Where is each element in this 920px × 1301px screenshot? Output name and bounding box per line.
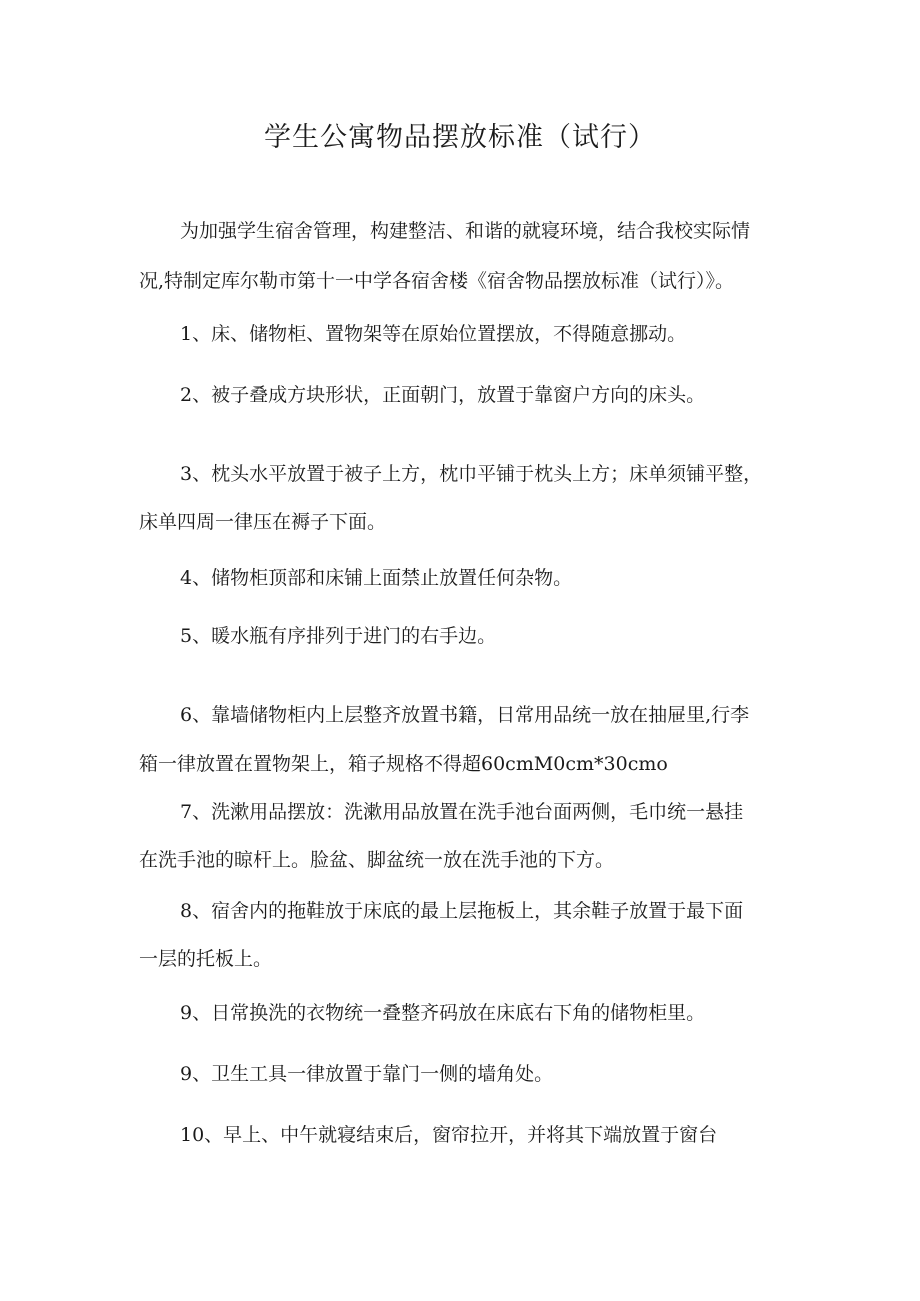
item-8-line-1: 8、宿舍内的拖鞋放于床底的最上层拖板上，其余鞋子放置于最下面 [180,900,744,922]
item-6-line-1: 6、靠墙储物柜内上层整齐放置书籍，日常用品统一放在抽屉里,行李 [180,704,750,726]
item-10-line-1: 10、早上、中午就寝结束后，窗帘拉开，并将其下端放置于窗台 [180,1124,718,1146]
item-5-line-1: 5、暖水瓶有序排列于进门的右手边。 [180,625,497,647]
item-9-line-1: 9、日常换洗的衣物统一叠整齐码放在床底右下角的储物柜里。 [180,1002,706,1024]
item-9b-line-1: 9、卫生工具一律放置于靠门一侧的墙角处。 [180,1063,554,1085]
item-7-line-2: 在洗手池的晾杆上。脸盆、脚盆统一放在洗手池的下方。 [139,849,615,871]
item-4-line-1: 4、储物柜顶部和床铺上面禁止放置任何杂物。 [180,567,573,589]
intro-line-1: 为加强学生宿舍管理，构建整洁、和谐的就寝环境，结合我校实际情 [180,220,751,242]
item-3-line-1: 3、枕头水平放置于被子上方，枕巾平铺于枕头上方；床单须铺平整， [180,463,763,485]
item-7-line-1: 7、洗漱用品摆放：洗漱用品放置在洗手池台面两侧，毛巾统一悬挂 [180,801,744,823]
item-2-line-1: 2、被子叠成方块形状，正面朝门，放置于靠窗户方向的床头。 [180,384,706,406]
document-title: 学生公寓物品摆放标准（试行） [264,122,656,153]
item-3-line-2: 床单四周一律压在褥子下面。 [139,511,387,533]
item-6-line-2: 箱一律放置在置物架上，箱子规格不得超60cmM0cm*30cmo [139,753,668,775]
intro-line-2: 况,特制定库尔勒市第十一中学各宿舍楼《宿舍物品摆放标准（试行）》。 [139,270,735,292]
item-1-line-1: 1、床、储物柜、置物架等在原始位置摆放，不得随意挪动。 [180,323,687,345]
item-8-line-2: 一层的托板上。 [139,948,273,970]
